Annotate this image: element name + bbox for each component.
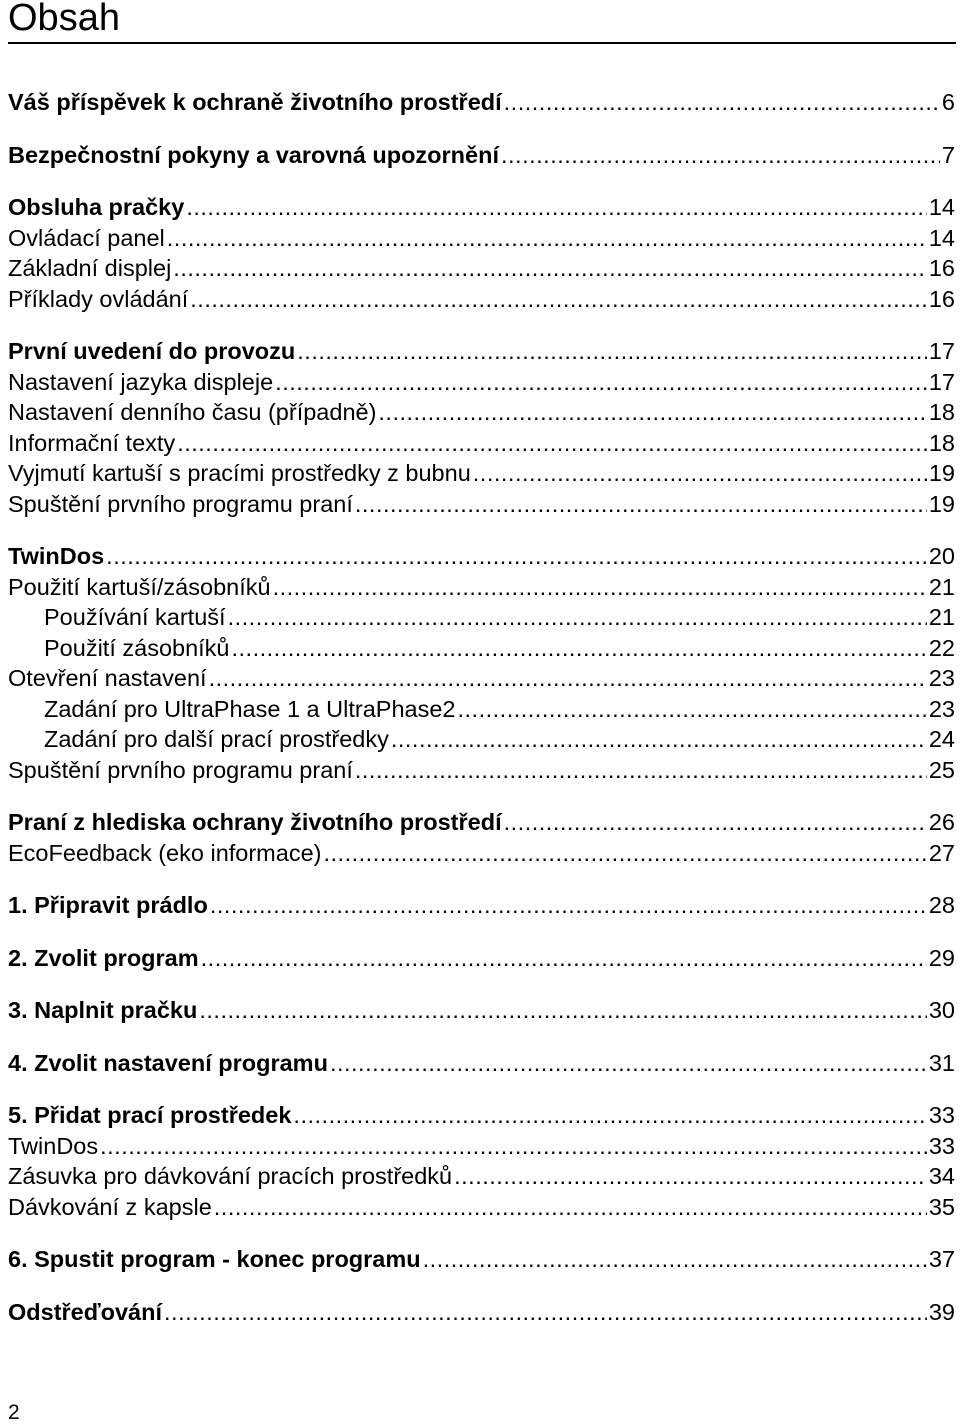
toc-dot-leader [228, 602, 927, 633]
toc-entry-page: 18 [928, 399, 955, 425]
toc-dot-leader [473, 458, 927, 489]
toc-dot-leader [457, 694, 926, 725]
toc-entry[interactable] [8, 541, 955, 572]
toc-entry-page: 16 [928, 255, 955, 281]
toc-entry-page: 19 [928, 490, 955, 517]
toc-entry[interactable] [8, 1161, 955, 1192]
title-divider [8, 42, 956, 44]
toc-entry[interactable] [8, 694, 955, 725]
toc-dot-leader [201, 943, 927, 974]
toc-entry-label: TwinDos [8, 1132, 99, 1159]
toc-entry-page: 33 [928, 1132, 955, 1159]
toc-entry[interactable] [8, 663, 955, 694]
toc-entry-label: Spuštění prvního programu praní [8, 756, 353, 783]
toc-dot-leader [504, 807, 927, 838]
toc-entry[interactable] [8, 1297, 955, 1328]
toc-dot-leader [330, 1048, 927, 1079]
toc-entry-page: 14 [928, 194, 955, 220]
toc-entry[interactable] [8, 995, 955, 1026]
toc-entry-page: 29 [928, 944, 955, 971]
toc-entry[interactable] [8, 838, 955, 869]
toc-dot-leader [186, 192, 927, 223]
toc-entry-page: 6 [941, 89, 955, 115]
toc-dot-leader [100, 1131, 927, 1162]
toc-entry-page: 17 [928, 338, 955, 364]
toc-entry-label: Použití zásobníků [44, 634, 230, 661]
toc-entry-label: 3. Naplnit pračku [8, 997, 198, 1023]
toc-entry[interactable] [8, 489, 955, 520]
toc-dot-leader [504, 87, 940, 118]
toc-dot-leader [293, 1100, 926, 1131]
toc-entry-label: Základní displej [8, 255, 172, 281]
toc-dot-leader [297, 336, 927, 367]
toc-dot-leader [423, 1244, 927, 1275]
toc-entry-label: Bezpečnostní pokyny a varovná upozornění [8, 141, 499, 168]
toc-entry-page: 33 [928, 1102, 955, 1128]
page-number: 2 [8, 1401, 20, 1424]
toc-entry-label: Zásuvka pro dávkování pracích prostředků [8, 1163, 453, 1189]
toc-entry-page: 23 [928, 695, 955, 722]
toc-entry-label: 2. Zvolit program [8, 944, 199, 971]
toc-entry-page: 25 [928, 756, 955, 783]
toc-dot-leader [199, 995, 927, 1026]
toc-entry-label: Používání kartuší [44, 604, 226, 630]
toc-entry-label: Spuštění prvního programu praní [8, 490, 353, 517]
toc-entry-page: 35 [928, 1193, 955, 1220]
toc-entry-label: Praní z hlediska ochrany životního prostředí [8, 809, 502, 835]
toc-entry[interactable] [8, 397, 955, 428]
toc-dot-leader [177, 428, 927, 459]
toc-entry[interactable] [8, 1131, 955, 1162]
toc-dot-leader [106, 541, 927, 572]
toc-dot-leader [355, 489, 927, 520]
toc-dot-leader [214, 1192, 927, 1223]
toc-entry-page: 34 [928, 1163, 955, 1189]
toc-entry-page: 21 [928, 573, 955, 600]
toc-entry[interactable] [8, 336, 955, 367]
toc-entry-page: 27 [928, 839, 955, 866]
toc-entry-page: 30 [928, 997, 955, 1023]
toc-entry-label: TwinDos [8, 543, 105, 569]
toc-entry-label: Použití kartuší/zásobníků [8, 573, 271, 600]
toc-entry-label: Odstřeďování [8, 1298, 163, 1325]
toc-entry-page: 23 [928, 665, 955, 691]
toc-entry-page: 39 [928, 1298, 955, 1325]
toc-entry-label: Příklady ovládání [8, 285, 189, 312]
toc-entry[interactable] [8, 1048, 955, 1079]
page-title: Obsah [8, 0, 120, 39]
toc-entry-page: 19 [928, 460, 955, 486]
toc-entry-page: 21 [928, 604, 955, 630]
toc-dot-leader [454, 1161, 927, 1192]
toc-dot-leader [275, 367, 927, 398]
toc-entry[interactable] [8, 253, 955, 284]
toc-entry[interactable] [8, 1192, 955, 1223]
toc-entry[interactable] [8, 428, 955, 459]
toc-entry-page: 16 [928, 285, 955, 312]
toc-entry-page: 7 [941, 141, 955, 168]
toc-entry-page: 28 [928, 892, 955, 918]
toc-entry[interactable] [8, 890, 955, 921]
toc-entry[interactable] [8, 140, 955, 171]
toc-entry-label: Nastavení denního času (případně) [8, 399, 377, 425]
toc-entry-label: Vyjmutí kartuší s pracími prostředky z bubnu [8, 460, 471, 486]
toc-dot-leader [323, 838, 926, 869]
toc-entry[interactable] [8, 1244, 955, 1275]
toc-entry-label: Obsluha pračky [8, 194, 185, 220]
toc-entry-label: Dávkování z kapsle [8, 1193, 212, 1220]
toc-entry[interactable] [8, 87, 955, 118]
toc-entry-label: 5. Přidat prací prostředek [8, 1102, 292, 1128]
toc-entry-page: 24 [928, 726, 955, 752]
toc-dot-leader [232, 633, 927, 664]
toc-dot-leader [355, 755, 927, 786]
toc-entry[interactable] [8, 755, 955, 786]
toc-entry[interactable] [8, 724, 955, 755]
toc-entry[interactable] [8, 572, 955, 603]
table-of-contents [8, 87, 955, 1327]
toc-entry[interactable] [8, 807, 955, 838]
toc-entry-label: První uvedení do provozu [8, 338, 296, 364]
toc-dot-leader [164, 1297, 927, 1328]
toc-dot-leader [210, 890, 927, 921]
toc-entry-label: Zadání pro UltraPhase 1 a UltraPhase2 [44, 695, 456, 722]
toc-entry-label: Nastavení jazyka displeje [8, 368, 274, 395]
toc-entry[interactable] [8, 602, 955, 633]
toc-entry-label: Informační texty [8, 429, 176, 456]
toc-entry-label: 1. Připravit prádlo [8, 892, 208, 918]
toc-entry-page: 37 [928, 1246, 955, 1272]
toc-dot-leader [173, 253, 927, 284]
toc-entry-page: 17 [928, 368, 955, 395]
toc-entry-label: Váš příspěvek k ochraně životního prostředí [8, 89, 502, 115]
toc-entry[interactable] [8, 367, 955, 398]
toc-dot-leader [190, 284, 927, 315]
toc-entry-label: 4. Zvolit nastavení programu [8, 1049, 328, 1076]
toc-entry-page: 18 [928, 429, 955, 456]
toc-entry-label: Otevření nastavení [8, 665, 207, 691]
toc-dot-leader [378, 397, 926, 428]
toc-dot-leader [391, 724, 927, 755]
toc-entry-label: Ovládací panel [8, 224, 165, 251]
toc-dot-leader [209, 663, 927, 694]
toc-entry-page: 14 [928, 224, 955, 251]
toc-entry[interactable] [8, 1100, 955, 1131]
toc-entry-label: 6. Spustit program - konec programu [8, 1246, 421, 1272]
toc-dot-leader [273, 572, 927, 603]
toc-entry[interactable] [8, 192, 955, 223]
toc-entry-label: EcoFeedback (eko informace) [8, 839, 322, 866]
toc-entry-page: 31 [928, 1049, 955, 1076]
toc-entry[interactable] [8, 633, 955, 664]
toc-entry-page: 22 [928, 634, 955, 661]
toc-entry[interactable] [8, 943, 955, 974]
toc-entry[interactable] [8, 223, 955, 254]
toc-entry[interactable] [8, 284, 955, 315]
toc-entry-page: 26 [928, 809, 955, 835]
toc-entry-label: Zadání pro další prací prostředky [44, 726, 389, 752]
toc-dot-leader [167, 223, 927, 254]
toc-dot-leader [501, 140, 940, 171]
toc-entry[interactable] [8, 458, 955, 489]
toc-entry-page: 20 [928, 543, 955, 569]
